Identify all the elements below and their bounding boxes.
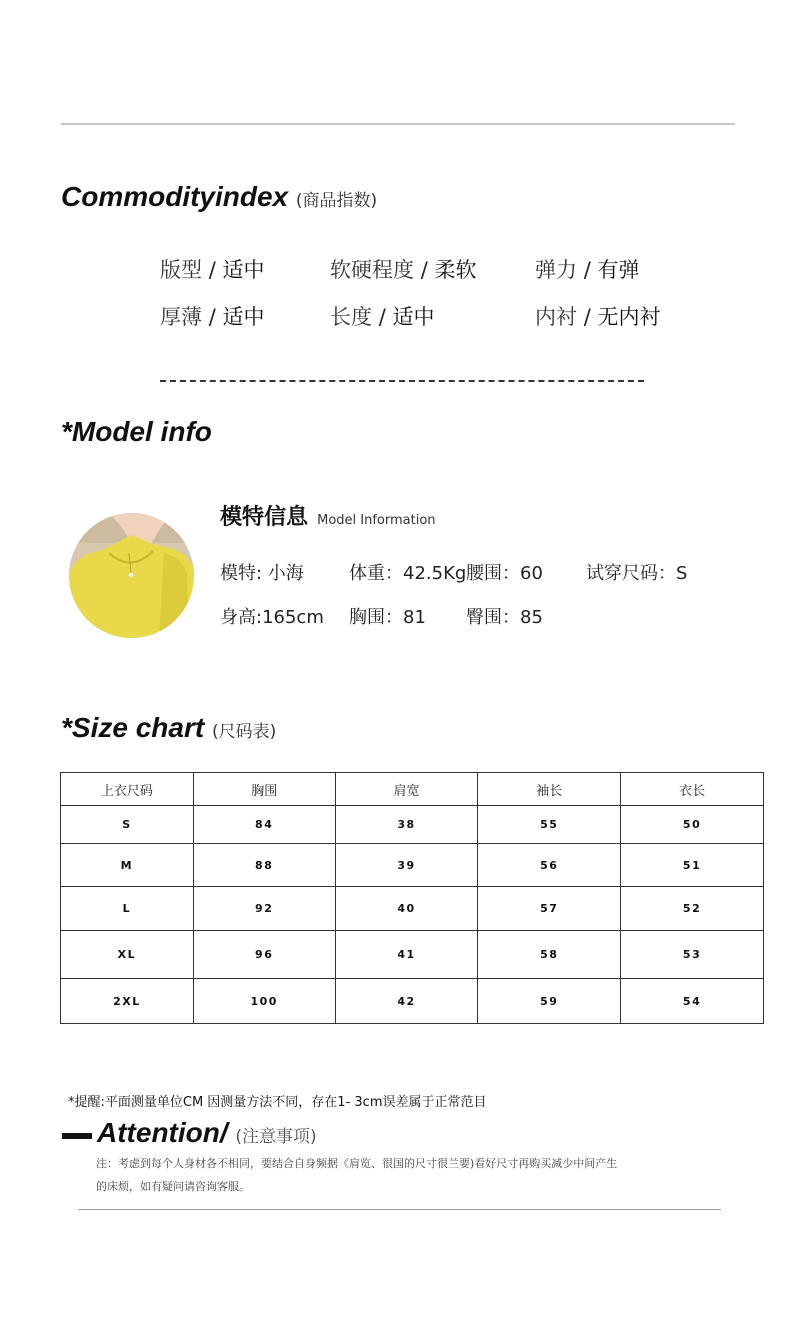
- table-cell: 88: [193, 844, 335, 887]
- attr-value: 柔软: [434, 258, 477, 282]
- attention-text: [96, 1152, 696, 1198]
- table-cell: 55: [478, 806, 621, 844]
- attr-fit: [160, 254, 264, 284]
- table-cell: 100: [193, 979, 335, 1024]
- table-cell: 42: [335, 979, 478, 1024]
- table-cell: L: [61, 887, 194, 931]
- table-cell: 92: [193, 887, 335, 931]
- attr-value: 适中: [222, 258, 265, 282]
- table-cell: 57: [478, 887, 621, 931]
- header-sleeve: 袖长: [478, 773, 621, 806]
- attr-key: 弹力: [535, 258, 577, 282]
- attr-separator: /: [378, 305, 386, 329]
- model-heading-cn: 模特信息: [220, 505, 309, 530]
- attr-key: 版型: [160, 258, 202, 282]
- attr-length: [330, 301, 434, 331]
- table-cell: 84: [193, 806, 335, 844]
- header-shoulder: 肩宽: [335, 773, 478, 806]
- attention-subtitle: (注意事项): [235, 1127, 317, 1147]
- table-cell: 41: [335, 931, 478, 979]
- attr-elasticity: [535, 254, 639, 284]
- attr-separator: /: [208, 305, 216, 329]
- attr-value: 有弹: [597, 258, 640, 282]
- table-cell: 96: [193, 931, 335, 979]
- table-row: [61, 844, 764, 887]
- table-cell: 39: [335, 844, 478, 887]
- commodity-section-title: [61, 181, 377, 213]
- model-height: 身高:165cm: [220, 607, 324, 628]
- measurement-reminder: *提醒:平面测量单位CM 因测量方法不同，存在1- 3cm误差属于正常范目: [68, 1095, 487, 1110]
- model-heading: [220, 500, 436, 531]
- model-name: 模特: 小海: [220, 563, 304, 584]
- dashed-divider: [160, 380, 644, 382]
- table-row: [61, 979, 764, 1024]
- attention-line: 注：考虑到每个人身材各不相同，要结合自身频据《肩览、很国的尺寸很兰要)看好尺寸再购买减少中间产生: [96, 1157, 618, 1170]
- model-bust: 胸围：81: [349, 607, 426, 628]
- attr-separator: /: [583, 258, 591, 282]
- attr-key: 厚薄: [160, 305, 202, 329]
- table-row: [61, 887, 764, 931]
- table-row: [61, 931, 764, 979]
- header-size: 上衣尺码: [61, 773, 194, 806]
- table-cell: 59: [478, 979, 621, 1024]
- model-photo: [69, 513, 194, 638]
- model-waist: 腰围：60: [466, 563, 543, 584]
- attention-title: Attention/: [97, 1117, 228, 1148]
- table-cell: 53: [621, 931, 764, 979]
- commodity-title: Commodityindex: [61, 181, 289, 212]
- attr-separator: /: [208, 258, 216, 282]
- attr-value: 适中: [392, 305, 435, 329]
- attr-key: 软硬程度: [330, 258, 414, 282]
- model-section-title: *Model info: [61, 416, 212, 447]
- attr-value: 无内衬: [597, 305, 661, 329]
- table-cell: M: [61, 844, 194, 887]
- top-divider: [61, 123, 735, 125]
- attention-section-title: [97, 1117, 317, 1149]
- header-bust: 胸围: [193, 773, 335, 806]
- attr-key: 长度: [330, 305, 372, 329]
- attention-line: 的床烦，如有疑问请咨询客服。: [96, 1180, 250, 1193]
- attr-softness: [330, 254, 476, 284]
- model-try-size: 试穿尺码：S: [586, 563, 688, 584]
- table-cell: 2XL: [61, 979, 194, 1024]
- size-subtitle: (尺码表): [211, 722, 277, 742]
- header-length: 衣长: [621, 773, 764, 806]
- attr-thickness: [160, 301, 264, 331]
- attr-separator: /: [420, 258, 428, 282]
- table-cell: 54: [621, 979, 764, 1024]
- model-weight: 体重：42.5Kg: [349, 563, 467, 584]
- table-cell: 52: [621, 887, 764, 931]
- table-cell: 50: [621, 806, 764, 844]
- size-table: [60, 772, 764, 1024]
- model-hip: 臀围：85: [466, 607, 543, 628]
- table-cell: 58: [478, 931, 621, 979]
- size-title: *Size chart: [61, 712, 205, 743]
- attr-lining: [535, 301, 660, 331]
- attention-bar: [62, 1133, 92, 1139]
- table-cell: 56: [478, 844, 621, 887]
- attr-key: 内衬: [535, 305, 577, 329]
- table-cell: XL: [61, 931, 194, 979]
- commodity-subtitle: (商品指数): [295, 191, 378, 211]
- table-cell: 40: [335, 887, 478, 931]
- attr-value: 适中: [222, 305, 265, 329]
- table-cell: 38: [335, 806, 478, 844]
- size-section-title: [61, 712, 276, 744]
- attr-separator: /: [583, 305, 591, 329]
- table-header-row: [61, 773, 764, 806]
- table-cell: S: [61, 806, 194, 844]
- table-cell: 51: [621, 844, 764, 887]
- bottom-divider: [78, 1209, 721, 1210]
- model-heading-en: Model Information: [317, 513, 436, 528]
- table-row: [61, 806, 764, 844]
